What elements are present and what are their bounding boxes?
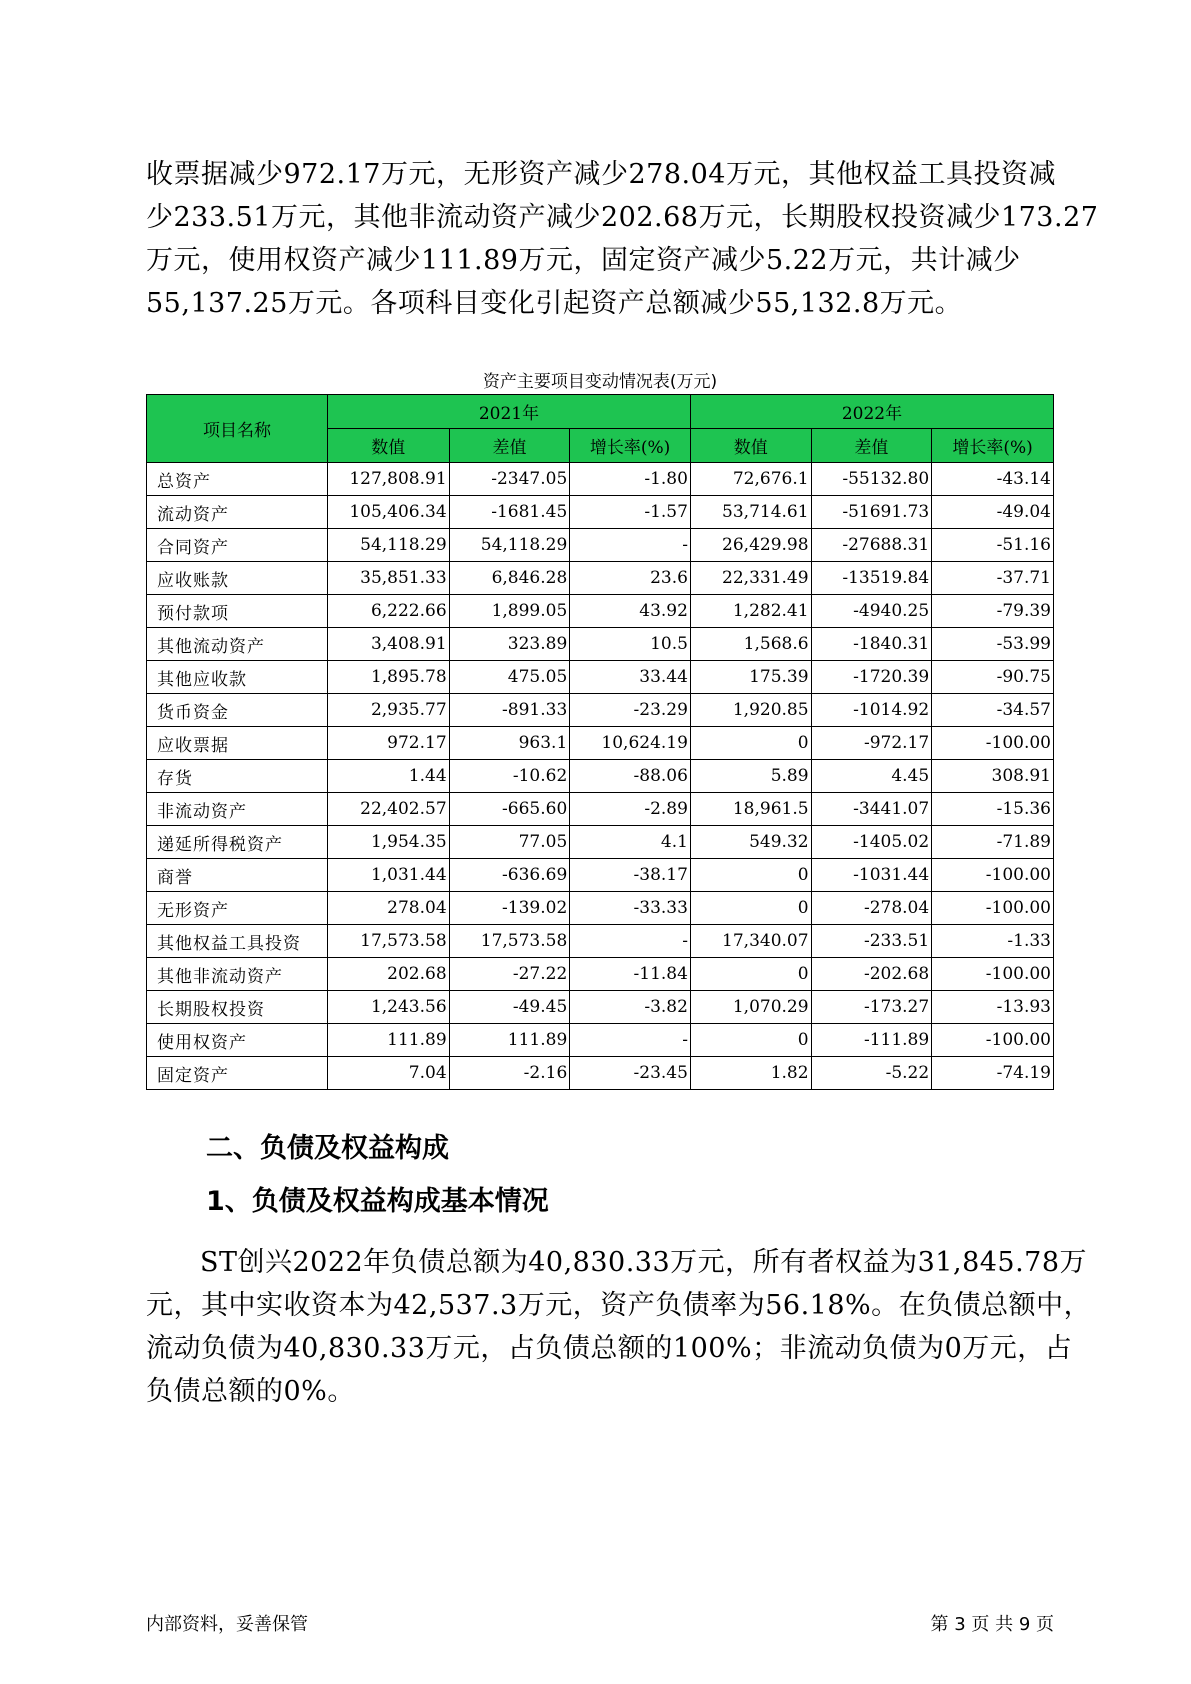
paragraph-asset-changes (146, 153, 1099, 325)
table-cell: 7.04 (327, 1057, 449, 1090)
row-item-name: 应收账款 (147, 562, 328, 595)
row-item-name: 长期股权投资 (147, 991, 328, 1024)
table-cell: -13.93 (932, 991, 1054, 1024)
table-cell: -1840.31 (811, 628, 932, 661)
asset-change-table (146, 394, 1054, 1090)
table-cell: 0 (690, 1024, 811, 1057)
paragraph-line: 流动负债为40,830.33万元，占负债总额的100%；非流动负债为0万元，占 (146, 1333, 1073, 1364)
table-cell: 475.05 (449, 661, 570, 694)
table-row (147, 496, 1054, 529)
table-cell: 111.89 (449, 1024, 570, 1057)
table-row (147, 727, 1054, 760)
table-cell: 10,624.19 (570, 727, 691, 760)
header-year-2021: 2021年 (327, 395, 690, 429)
row-item-name: 其他应收款 (147, 661, 328, 694)
table-cell: 0 (690, 727, 811, 760)
table-cell: 323.89 (449, 628, 570, 661)
table-cell: -100.00 (932, 1024, 1054, 1057)
table-cell: -23.45 (570, 1057, 691, 1090)
table-cell: -173.27 (811, 991, 932, 1024)
table-cell: 0 (690, 892, 811, 925)
table-cell: -100.00 (932, 727, 1054, 760)
table-cell: 4.1 (570, 826, 691, 859)
table-cell: -2347.05 (449, 463, 570, 496)
table-row (147, 1024, 1054, 1057)
table-cell: -38.17 (570, 859, 691, 892)
header-growth-rate: 增长率(%) (932, 429, 1054, 463)
table-cell: -665.60 (449, 793, 570, 826)
table-cell: -51691.73 (811, 496, 932, 529)
table-cell: -37.71 (932, 562, 1054, 595)
table-cell: 2,935.77 (327, 694, 449, 727)
table-cell: 1,954.35 (327, 826, 449, 859)
table-cell: -1.80 (570, 463, 691, 496)
table-cell: -891.33 (449, 694, 570, 727)
table-cell: 1,895.78 (327, 661, 449, 694)
header-value: 数值 (690, 429, 811, 463)
table-cell: 43.92 (570, 595, 691, 628)
table-cell: 1,031.44 (327, 859, 449, 892)
table-row (147, 760, 1054, 793)
table-cell: 0 (690, 958, 811, 991)
table-row (147, 925, 1054, 958)
table-cell: -1031.44 (811, 859, 932, 892)
table-cell: -53.99 (932, 628, 1054, 661)
table-cell: - (570, 925, 691, 958)
paragraph-line: 元，其中实收资本为42,537.3万元，资产负债率为56.18%。在负债总额中， (146, 1290, 1092, 1321)
table-cell: 278.04 (327, 892, 449, 925)
table-cell: -23.29 (570, 694, 691, 727)
header-item-name: 项目名称 (147, 395, 328, 463)
table-cell: 53,714.61 (690, 496, 811, 529)
table-cell: -233.51 (811, 925, 932, 958)
table-cell: 72,676.1 (690, 463, 811, 496)
table-cell: -11.84 (570, 958, 691, 991)
paragraph-line: 万元，使用权资产减少111.89万元，固定资产减少5.22万元，共计减少 (146, 245, 1021, 276)
row-item-name: 存货 (147, 760, 328, 793)
table-body (147, 463, 1054, 1090)
table-cell: -972.17 (811, 727, 932, 760)
table-cell: 23.6 (570, 562, 691, 595)
table-cell: -1405.02 (811, 826, 932, 859)
table-cell: 1,243.56 (327, 991, 449, 1024)
table-cell: 22,331.49 (690, 562, 811, 595)
row-item-name: 合同资产 (147, 529, 328, 562)
table-row (147, 826, 1054, 859)
paragraph-line: 收票据减少972.17万元，无形资产减少278.04万元，其他权益工具投资减 (146, 159, 1056, 190)
table-cell: -1014.92 (811, 694, 932, 727)
table-cell: -27688.31 (811, 529, 932, 562)
table-cell: 0 (690, 859, 811, 892)
table-cell: -13519.84 (811, 562, 932, 595)
paragraph-line: 负债总额的0%。 (146, 1376, 355, 1407)
table-cell: 111.89 (327, 1024, 449, 1057)
table-cell: -2.89 (570, 793, 691, 826)
table-cell: -10.62 (449, 760, 570, 793)
table-row (147, 793, 1054, 826)
table-header-row (147, 395, 1054, 429)
table-row (147, 628, 1054, 661)
header-year-2022: 2022年 (690, 395, 1053, 429)
paragraph-liabilities (146, 1241, 1092, 1413)
table-row (147, 562, 1054, 595)
table-cell: -278.04 (811, 892, 932, 925)
footer-confidential-note: 内部资料，妥善保管 (146, 1614, 308, 1635)
table-cell: 549.32 (690, 826, 811, 859)
table-cell: 175.39 (690, 661, 811, 694)
table-cell: 202.68 (327, 958, 449, 991)
table-cell: - (570, 529, 691, 562)
row-item-name: 应收票据 (147, 727, 328, 760)
table-cell: -3441.07 (811, 793, 932, 826)
table-cell: -100.00 (932, 958, 1054, 991)
table-cell: 33.44 (570, 661, 691, 694)
table-cell: 127,808.91 (327, 463, 449, 496)
table-cell: -71.89 (932, 826, 1054, 859)
table-cell: 5.89 (690, 760, 811, 793)
table-cell: -88.06 (570, 760, 691, 793)
table-row (147, 595, 1054, 628)
row-item-name: 其他非流动资产 (147, 958, 328, 991)
table-cell: -74.19 (932, 1057, 1054, 1090)
table-cell: -1720.39 (811, 661, 932, 694)
paragraph-line: 55,137.25万元。各项科目变化引起资产总额减少55,132.8万元。 (146, 288, 963, 319)
row-item-name: 其他流动资产 (147, 628, 328, 661)
table-cell: 17,573.58 (449, 925, 570, 958)
table-cell: 22,402.57 (327, 793, 449, 826)
table-cell: -34.57 (932, 694, 1054, 727)
footer-page-number: 第 3 页 共 9 页 (930, 1614, 1054, 1635)
row-item-name: 非流动资产 (147, 793, 328, 826)
table-row (147, 892, 1054, 925)
row-item-name: 递延所得税资产 (147, 826, 328, 859)
paragraph-line: ST创兴2022年负债总额为40,830.33万元，所有者权益为31,845.78万 (200, 1247, 1088, 1278)
row-item-name: 流动资产 (147, 496, 328, 529)
table-cell: 6,222.66 (327, 595, 449, 628)
row-item-name: 预付款项 (147, 595, 328, 628)
table-cell: 35,851.33 (327, 562, 449, 595)
table-cell: 6,846.28 (449, 562, 570, 595)
table-row (147, 529, 1054, 562)
row-item-name: 商誉 (147, 859, 328, 892)
header-growth-rate: 增长率(%) (570, 429, 691, 463)
table-cell: 18,961.5 (690, 793, 811, 826)
table-cell: 77.05 (449, 826, 570, 859)
table-cell: -111.89 (811, 1024, 932, 1057)
table-cell: 1,282.41 (690, 595, 811, 628)
subsection-heading: 1、负债及权益构成基本情况 (206, 1186, 549, 1217)
table-cell: -79.39 (932, 595, 1054, 628)
table-cell: -100.00 (932, 859, 1054, 892)
table-cell: 308.91 (932, 760, 1054, 793)
table-cell: -15.36 (932, 793, 1054, 826)
table-cell: -43.14 (932, 463, 1054, 496)
table-cell: 3,408.91 (327, 628, 449, 661)
table-cell: -1.57 (570, 496, 691, 529)
table-row (147, 463, 1054, 496)
table-cell: -100.00 (932, 892, 1054, 925)
table-cell: 1,920.85 (690, 694, 811, 727)
table-cell: -636.69 (449, 859, 570, 892)
header-value: 数值 (327, 429, 449, 463)
table-cell: -55132.80 (811, 463, 932, 496)
table-cell: 1,899.05 (449, 595, 570, 628)
table-cell: 1.82 (690, 1057, 811, 1090)
row-item-name: 其他权益工具投资 (147, 925, 328, 958)
table-cell: 1,568.6 (690, 628, 811, 661)
header-difference: 差值 (811, 429, 932, 463)
table-cell: 54,118.29 (327, 529, 449, 562)
header-difference: 差值 (449, 429, 570, 463)
table-cell: 4.45 (811, 760, 932, 793)
table-cell: 10.5 (570, 628, 691, 661)
table-cell: -2.16 (449, 1057, 570, 1090)
table-cell: -5.22 (811, 1057, 932, 1090)
table-cell: -90.75 (932, 661, 1054, 694)
table-cell: 54,118.29 (449, 529, 570, 562)
table-cell: 963.1 (449, 727, 570, 760)
table-cell: -49.45 (449, 991, 570, 1024)
table-cell: 17,340.07 (690, 925, 811, 958)
table-cell: -3.82 (570, 991, 691, 1024)
table-cell: 972.17 (327, 727, 449, 760)
row-item-name: 无形资产 (147, 892, 328, 925)
table-cell: -4940.25 (811, 595, 932, 628)
table-cell: 26,429.98 (690, 529, 811, 562)
table-cell: -1.33 (932, 925, 1054, 958)
table-cell: 1.44 (327, 760, 449, 793)
row-item-name: 货币资金 (147, 694, 328, 727)
section-heading: 二、负债及权益构成 (206, 1133, 449, 1164)
table-row (147, 859, 1054, 892)
row-item-name: 总资产 (147, 463, 328, 496)
table-row (147, 694, 1054, 727)
row-item-name: 使用权资产 (147, 1024, 328, 1057)
table-cell: -27.22 (449, 958, 570, 991)
table-row (147, 1057, 1054, 1090)
table-caption: 资产主要项目变动情况表(万元) (482, 372, 718, 392)
table-row (147, 991, 1054, 1024)
table-row (147, 661, 1054, 694)
paragraph-line: 少233.51万元，其他非流动资产减少202.68万元，长期股权投资减少173.27 (146, 202, 1099, 233)
row-item-name: 固定资产 (147, 1057, 328, 1090)
table-cell: -49.04 (932, 496, 1054, 529)
table-cell: -1681.45 (449, 496, 570, 529)
table-cell: 1,070.29 (690, 991, 811, 1024)
table-cell: -139.02 (449, 892, 570, 925)
table-cell: - (570, 1024, 691, 1057)
table-cell: -33.33 (570, 892, 691, 925)
table-cell: 105,406.34 (327, 496, 449, 529)
table-cell: -202.68 (811, 958, 932, 991)
table-row (147, 958, 1054, 991)
table-cell: -51.16 (932, 529, 1054, 562)
table-cell: 17,573.58 (327, 925, 449, 958)
